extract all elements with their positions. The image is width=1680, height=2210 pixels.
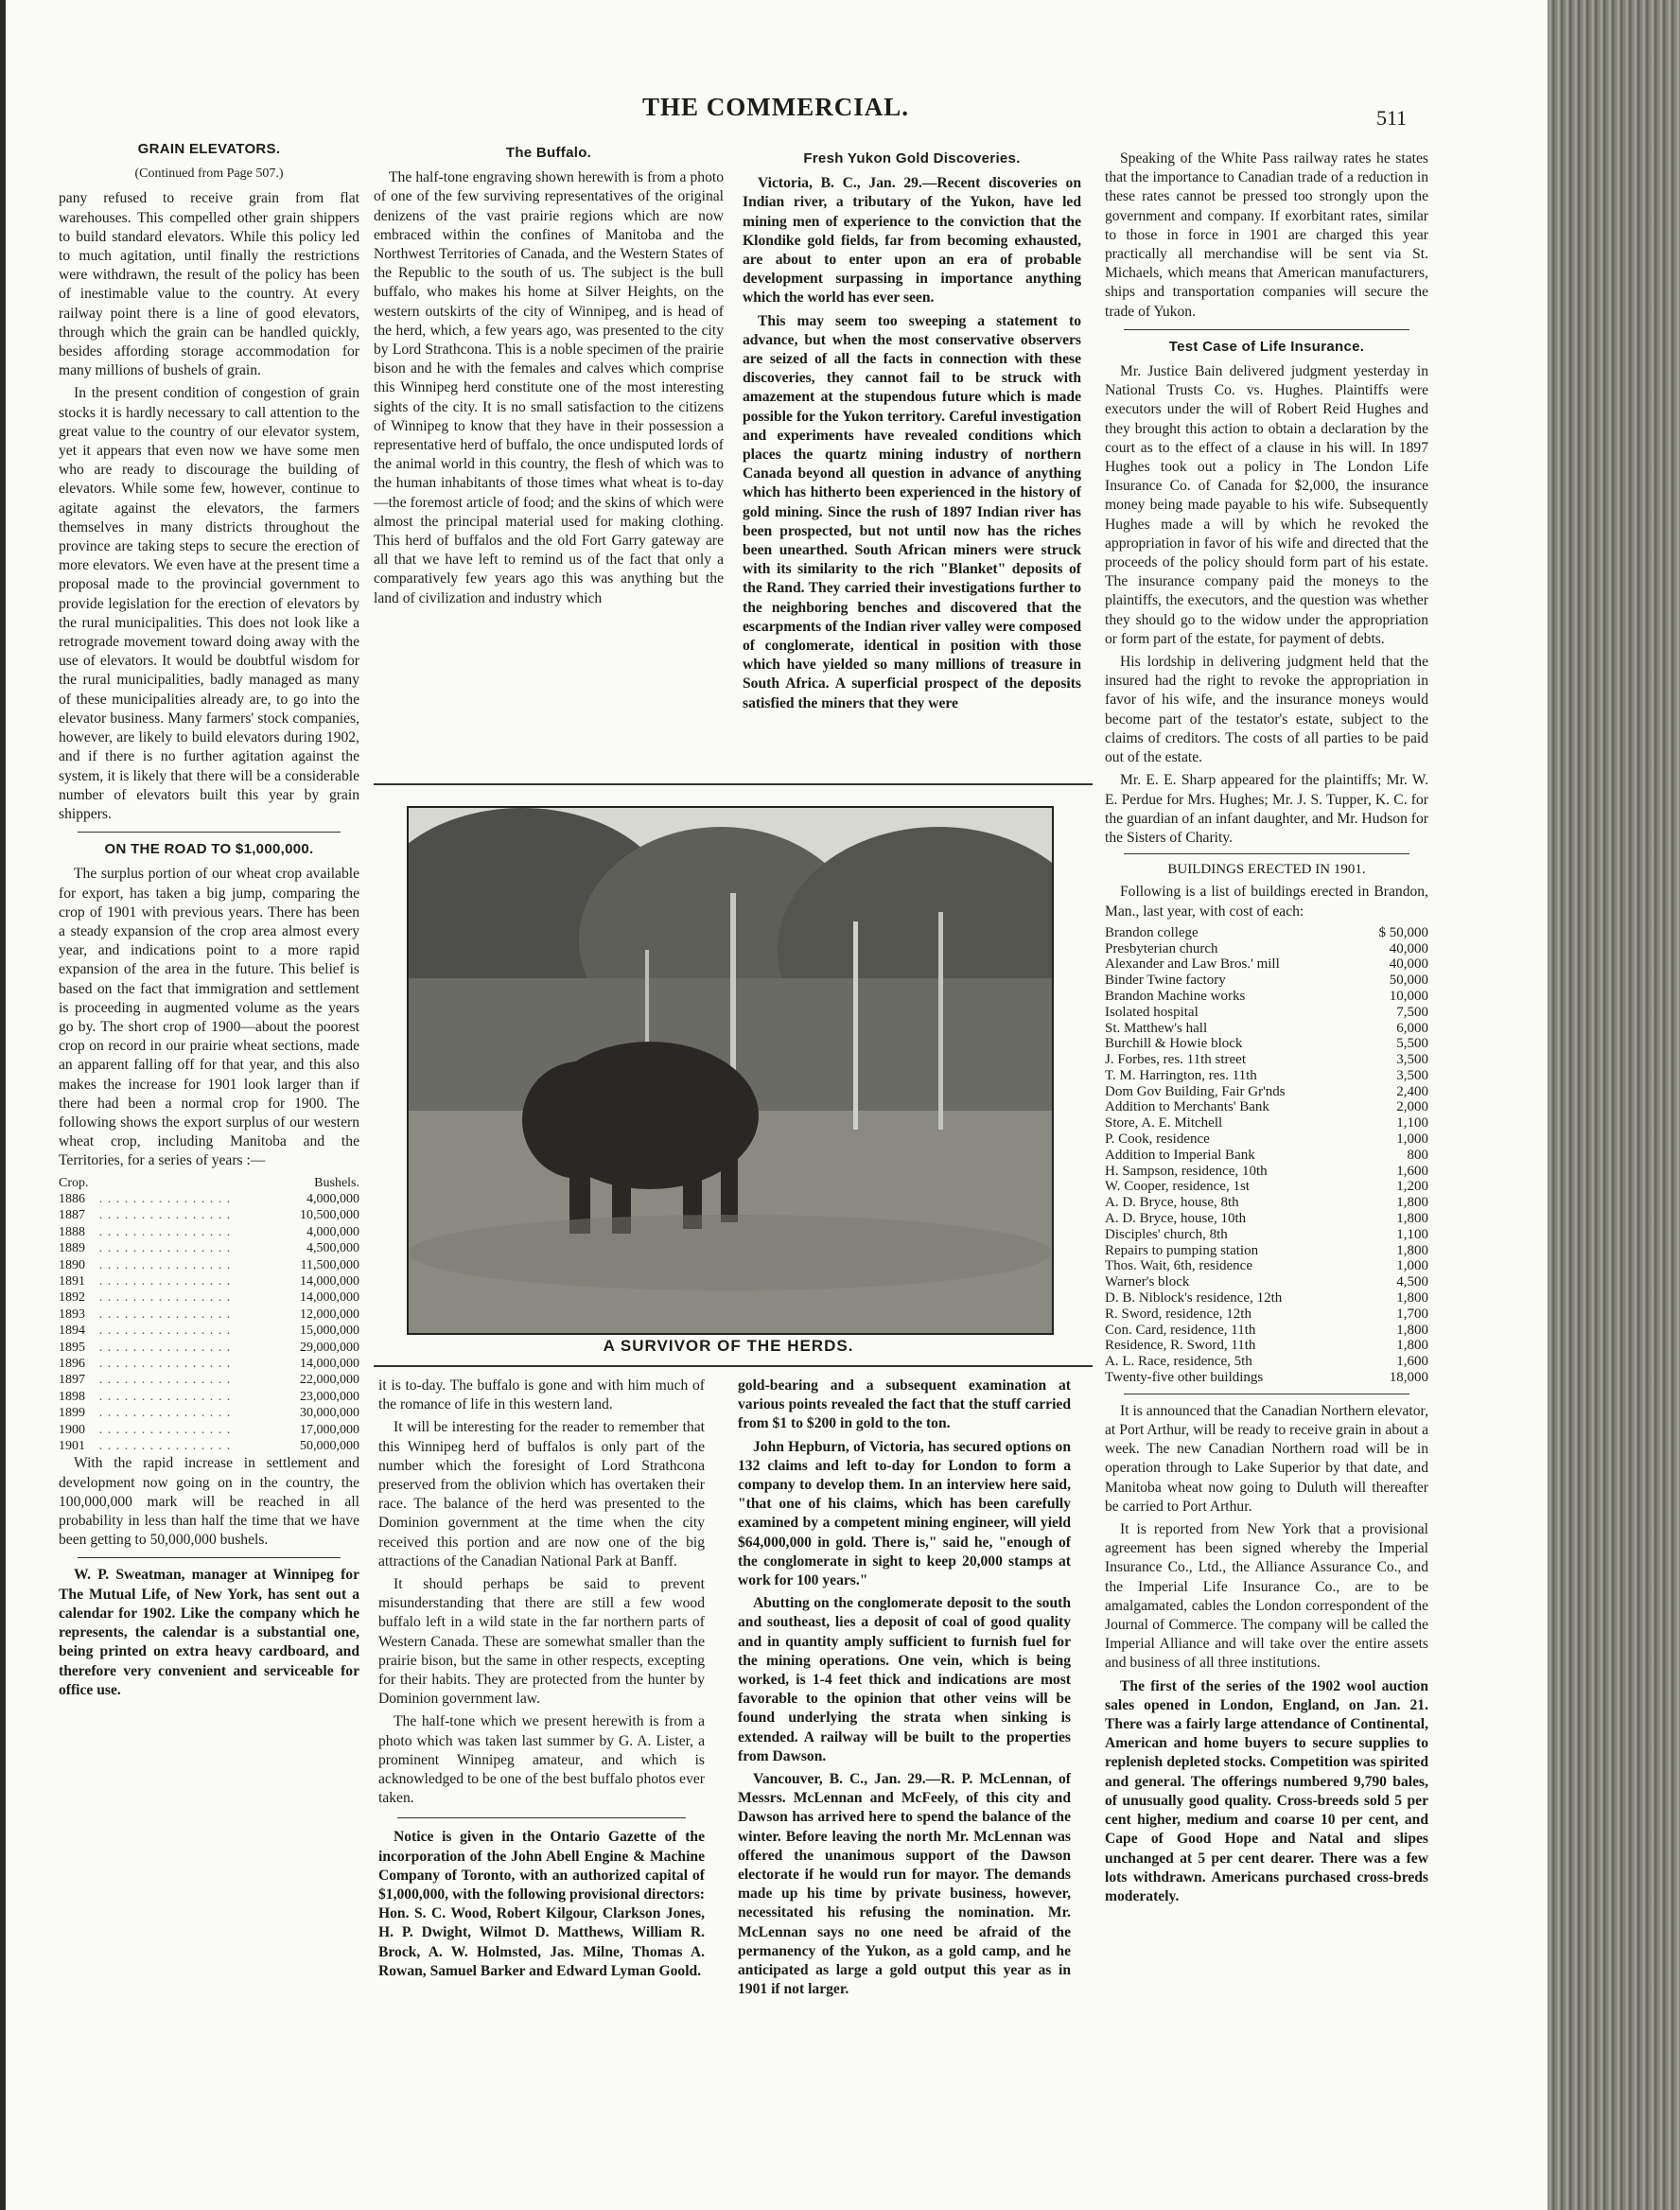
building-cost: 1,600 [1396, 1354, 1428, 1370]
article-paragraph: it is to-day. The buffalo is gone and with him much of the romance of life in this western land. [378, 1377, 705, 1413]
table-row [59, 1389, 359, 1405]
buffalo-photo [407, 806, 1054, 1335]
building-name: Warner's block [1105, 1274, 1190, 1290]
table-row [59, 1207, 359, 1223]
table-row [1105, 941, 1428, 957]
crop-year: 1891 [59, 1274, 85, 1289]
article-paragraph: Abutting on the conglomerate deposit to the south and southeast, lies a deposit of coal of good quality and in quantity amply sufficient to furnish fuel for the mining operations. One vein, which is being worked, is 1-4 feet thick and indications are most favorable to the opinion that other veins will be found underlying the strata when sinking is extended. A railway will be built to the properties from Dawson. [738, 1595, 1071, 1764]
building-cost: 1,800 [1396, 1242, 1428, 1258]
crop-year: 1893 [59, 1307, 85, 1322]
crop-year: 1894 [59, 1324, 85, 1339]
article-paragraph: Notice is given in the Ontario Gazette of the incorporation of the John Abell Engine & Machine Company of Toronto, with an authorized capital of $1,000,000, with the following provisional directors: Hon. S. C. Wood, Robert Kilgour, Clarkson Jones, H. P. Dwight, Wilmot D. Matthews, William R. Brock, A. W. Holmsted, Jas. Milne, Thomas A. Rowan, Samuel Barker and Edward Lyman Goold. [378, 1829, 705, 1979]
crop-year: 1890 [59, 1257, 85, 1272]
table-row [1105, 1307, 1428, 1323]
building-name: D. B. Niblock's residence, 12th [1105, 1290, 1283, 1307]
building-cost: 1,000 [1396, 1258, 1428, 1274]
column-right [1105, 149, 1428, 1910]
crop-year: 1898 [59, 1389, 85, 1404]
building-cost: 3,500 [1396, 1067, 1428, 1083]
table-row [1105, 1258, 1428, 1274]
divider [78, 832, 341, 833]
heading-road-to-million: ON THE ROAD TO $1,000,000. [104, 841, 314, 858]
building-name: Disciples' church, 8th [1105, 1226, 1228, 1242]
table-row [59, 1323, 359, 1339]
column-grain-elevators [59, 140, 359, 1704]
leader-dots: . . . . . . . . . . . . . . . . [98, 1389, 232, 1404]
article-paragraph: It will be interesting for the reader to remember that this Winnipeg herd of buffalos is only part of the number which the foresight of Lord Strathcona preserved from the oblivion which has overtaken their race. The balance of the herd was presented to the Dominion government at the time when the city received this portion and are now one of the big attractions of the Canadian National Park at Banff. [378, 1419, 705, 1570]
table-row [59, 1372, 359, 1388]
crop-year: 1888 [59, 1224, 85, 1239]
table-row [1105, 925, 1428, 941]
crop-year: 1899 [59, 1406, 85, 1421]
building-name: Presbyterian church [1105, 940, 1218, 956]
building-name: A. D. Bryce, house, 8th [1105, 1195, 1239, 1211]
table-row [1105, 1243, 1428, 1259]
building-name: Addition to Imperial Bank [1105, 1147, 1255, 1163]
building-cost: 800 [1407, 1147, 1428, 1163]
table-row [1105, 1354, 1428, 1370]
building-cost: $ 50,000 [1378, 924, 1428, 940]
leader-dots: . . . . . . . . . . . . . . . . [98, 1340, 232, 1355]
article-paragraph: The surplus portion of our wheat crop available for export, has taken a big jump, comparing the crop of 1901 with previous years. There has been a steady expansion of the crop area almost every year, and indications point to a more rapid expansion of the area in the future. This belief is based on the fact that immigration and settlement is proceeding in augmented volume as the years go by. The short crop of 1900—about the poorest crop on record in our prairie wheat sections, made an apparent falling off for that year, and this also makes the increase for 1901 look larger than if there had been a normal crop for 1900. The following shows the export surplus of our western wheat crop, including Manitoba and the Territories, for a series of years :— [59, 866, 359, 1169]
article-paragraph: gold-bearing and a subsequent examination at various points revealed the fact that the stuff carried from $1 to $200 in gold to the ton. [738, 1377, 1071, 1432]
building-cost: 3,500 [1396, 1052, 1428, 1068]
photo-caption: A SURVIVOR OF THE HERDS. [603, 1337, 854, 1355]
horizontal-rule [374, 783, 1093, 785]
table-row [59, 1422, 359, 1438]
building-cost: 1,800 [1396, 1195, 1428, 1211]
building-name: H. Sampson, residence, 10th [1105, 1163, 1268, 1179]
crop-bushels: 4,000,000 [306, 1191, 359, 1206]
crop-bushels: 10,500,000 [300, 1208, 359, 1223]
table-row [59, 1224, 359, 1240]
leader-dots: . . . . . . . . . . . . . . . . [98, 1290, 232, 1306]
leader-dots: . . . . . . . . . . . . . . . . [98, 1241, 232, 1256]
crop-bushels: 15,000,000 [300, 1324, 359, 1339]
leader-dots: . . . . . . . . . . . . . . . . [98, 1257, 232, 1272]
article-paragraph: Following is a list of buildings erected in Brandon, Man., last year, with cost of each: [1105, 884, 1428, 920]
crop-bushels: 29,000,000 [300, 1340, 359, 1355]
table-row [59, 1289, 359, 1306]
table-row [1105, 1370, 1428, 1386]
table-row [1105, 1227, 1428, 1243]
table-row [1105, 973, 1428, 989]
crop-table [59, 1175, 359, 1455]
building-name: Brandon Machine works [1105, 988, 1246, 1004]
article-paragraph: The half-tone engraving shown herewith is from a photo of one of the few surviving representatives of the original denizens of the vast prairie regions which are now embraced within the confines of Manitoba and the Northwest Territories of Canada, and the Western States of the Republic to the south of us. The subject is the bull buffalo, who makes his home at Silver Heights, on the western outskirts of the city of Winnipeg, and is head of the herd, which, a few years ago, was presented to the city by Lord Strathcona. This is a noble specimen of the prairie bison and he with the females and calves which comprise this Winnipeg herd constitute one of the most interesting sights of the city. It is no small satisfaction to the citizens of Winnipeg to know that they have in their possession a representative herd of buffalo, the once undisputed lords of the animal world in this country, the flesh of which was to the human inhabitants of those times what wheat is to-day—the foremost article of food; and the skins of which were almost the principal material used for making clothing. This herd of buffalos and the old Fort Garry gateway are all that we have left to remind us of the fact that only a comparatively few years ago this was anything but the land of civilization and industry which [374, 169, 724, 606]
crop-year: 1897 [59, 1373, 85, 1388]
building-name: Store, A. E. Mitchell [1105, 1115, 1223, 1131]
table-row [59, 1307, 359, 1323]
article-paragraph: Mr. E. E. Sharp appeared for the plaintiffs; Mr. W. E. Perdue for Mrs. Hughes; Mr. J. S. Tupper, K. C. for the guardian of an infant daughter, and Mr. Hudson for the Sisters of Charity. [1105, 772, 1428, 846]
building-name: A. D. Bryce, house, 10th [1105, 1211, 1247, 1227]
crop-year: 1895 [59, 1340, 85, 1355]
building-cost: 1,600 [1396, 1163, 1428, 1179]
building-cost: 1,700 [1396, 1306, 1428, 1322]
building-name: P. Cook, residence [1105, 1131, 1210, 1148]
building-cost: 40,000 [1389, 940, 1428, 956]
building-name: Brandon college [1105, 924, 1199, 940]
crop-bushels: 14,000,000 [300, 1290, 359, 1306]
divider [1124, 329, 1409, 330]
leader-dots: . . . . . . . . . . . . . . . . [98, 1357, 232, 1372]
building-cost: 7,500 [1396, 1004, 1428, 1020]
masthead: THE COMMERCIAL. [641, 93, 909, 121]
heading-buffalo: The Buffalo. [505, 145, 592, 161]
crop-bushels: 4,500,000 [306, 1241, 359, 1256]
heading-grain-elevators: GRAIN ELEVATORS. [137, 141, 281, 157]
building-name: A. L. Race, residence, 5th [1105, 1354, 1252, 1370]
table-row [59, 1356, 359, 1372]
building-cost: 1,000 [1396, 1131, 1428, 1148]
article-paragraph: The first of the series of the 1902 wool auction sales opened in London, England, on Jan. 21. There was a fairly large attendance of Continental, American and home buyers to secure supplies to replenish depleted stocks. Competition was spirited and general. The offerings numbered 9,790 bales, of unusually good quality. Cross-breeds sold 5 per cent higher, medium and coarse 10 per cent, and Cape of Good Hope and Natal and slipes unchanged at 5 per cent dearer. There was a few lots withdrawn. Americans purchased cross-breds moderately. [1105, 1677, 1428, 1904]
building-name: Burchill & Howie block [1105, 1036, 1243, 1052]
building-name: J. Forbes, res. 11th street [1105, 1052, 1247, 1068]
table-row [1105, 1084, 1428, 1100]
article-paragraph: This may seem too sweeping a statement to advance, but when the most conservative observers are seized of all the facts in connection with these discoveries, they cannot fail to be struck with amazement at the stupendous future which is made possible for the Yukon territory. Careful investigation and experiments have revealed conditions which places the quartz mining industry of northern Canada beyond all question in advance of anything which has hitherto been experienced in the history of gold mining. Since the rush of 1897 Indian river has been prospected, but not until now has the riches been unearthed. South African miners were struck with its similarity to the rich "Blanket" deposits of the Rand. They carried their investigations further to the neighboring benches and discovered that the escarpments of the Indian river valley were composed of conglomerate, identical in position with those which have yielded so many millions of treasure in South Africa. A superficial prospect of the deposits satisfied the miners that they were [743, 312, 1081, 711]
building-name: W. Cooper, residence, 1st [1105, 1179, 1250, 1195]
crop-bushels: 50,000,000 [300, 1439, 359, 1454]
crop-year: 1889 [59, 1241, 85, 1256]
building-name: Dom Gov Building, Fair Gr'nds [1105, 1083, 1286, 1099]
crop-year: 1887 [59, 1208, 85, 1223]
table-row [1105, 1179, 1428, 1195]
crop-bushels: 30,000,000 [300, 1406, 359, 1421]
building-cost: 5,500 [1396, 1036, 1428, 1052]
crop-bushels: 17,000,000 [300, 1422, 359, 1437]
building-cost: 1,200 [1396, 1179, 1428, 1195]
horizontal-rule [374, 1365, 1093, 1367]
building-cost: 6,000 [1396, 1020, 1428, 1036]
buffalo-photo-image [409, 808, 1052, 1333]
building-cost: 1,800 [1396, 1211, 1428, 1227]
table-row [1105, 1036, 1428, 1052]
page-number: 511 [1376, 106, 1408, 130]
continued-note: (Continued from Page 507.) [134, 167, 284, 182]
crop-year: 1901 [59, 1439, 85, 1454]
article-paragraph: The half-tone which we present herewith is from a photo which was taken last summer by G. A. Lister, a prominent Winnipeg amateur, and which is acknowledged to be one of the best buffalo photos ever taken. [378, 1713, 705, 1807]
table-row [1105, 1148, 1428, 1164]
table-row [1105, 1068, 1428, 1084]
building-cost: 1,100 [1396, 1115, 1428, 1131]
divider [397, 1817, 686, 1818]
table-row [1105, 1211, 1428, 1227]
building-name: Con. Card, residence, 11th [1105, 1322, 1256, 1338]
table-row [59, 1405, 359, 1421]
article-paragraph: Mr. Justice Bain delivered judgment yesterday in National Trusts Co. vs. Hughes. Plaintiffs were executors under the will of Robert Reid Hughes and they brought this action to obtain a declaration by the court as to the effect of a clause in his will. In 1897 Hughes took out a policy in The London Life Insurance Co. of Canada for $2,000, the insurance money being made payable to his wife. Subsequently Hughes made a will by which he revoked the appropriation in favor of his wife and directed that the proceeds of the policy should form part of his estate. The insurance company paid the moneys to the plaintiffs, the executors, and the question was whether they should go to the widow under the appropriation or form part of the estate, for payment of debts. [1105, 363, 1428, 647]
table-row [59, 1191, 359, 1207]
article-paragraph: In the present condition of congestion of grain stocks it is hardly necessary to call attention to the great value to the country of our elevator system, yet it appears that even now we have some men who are ready to discourage the building of elevators. While some few, however, continue to agitate against the elevators, the farmers themselves in many districts throughout the province are taking steps to secure the erection of more elevators. We even have at the present time a proposal made to the provincial government to provide legislation for the erection of elevators by the rural municipalities. This does not look like a retrograde movement toward doing away with the use of elevators. It would be doubtful wisdom for the rural municipalities, badly managed as many of these municipalities already are, to go into the elevator business. Many farmers' stock companies, however, are likely to build elevators during 1902, and if there is no further agitation against the system, it is likely that there will be a considerable number of elevators built this year by grain shippers. [59, 385, 359, 822]
article-paragraph: pany refused to receive grain from flat warehouses. This compelled other grain shippers to build standard elevators. While this policy led to much agitation, until finally the restrictions were withdrawn, the result of the policy has been of inestimable value to the country. At every railway point there is a line of good elevators, through which the grain can be handled quickly, besides affording storage accommodation for many millions of bushels of grain. [59, 190, 359, 379]
heading-life-insurance: Test Case of Life Insurance. [1168, 338, 1365, 355]
table-row [1105, 1099, 1428, 1115]
article-paragraph: Victoria, B. C., Jan. 29.—Recent discoveries on Indian river, a tributary of the Yukon, have led mining men of experience to the conviction that the Klondike gold fields, far from becoming exhausted, are about to enter upon an era of probable development surpassing in importance anything which the world has ever seen. [743, 175, 1081, 307]
article-paragraph: Vancouver, B. C., Jan. 29.—R. P. McLennan, of Messrs. McLennan and McFeely, of this city and Dawson has arrived here to spend the balance of the winter. Before leaving the north Mr. McLennan was offered the unanimous support of the Dawson electorate if he would run for mayor. The demands made up his time by private business, however, necessitated his refusing the nomination. Mr. McLennan says no one need be afraid of the permanency of the Yukon, as a gold camp, and he anticipated as large a gold output this year as in 1901 if not larger. [738, 1771, 1071, 1998]
article-paragraph: His lordship in delivering judgment held that the insured had the right to revoke the appropriation in favor of his wife, and the insurance moneys would become part of the testator's estate, subject to the claims of creditors. The costs of all parties to be paid out of the estate. [1105, 654, 1428, 766]
leader-dots: . . . . . . . . . . . . . . . . [98, 1274, 232, 1289]
divider [1124, 853, 1409, 854]
leader-dots: . . . . . . . . . . . . . . . . [98, 1307, 232, 1322]
building-cost: 40,000 [1389, 956, 1428, 973]
table-row [1105, 1021, 1428, 1037]
table-row [1105, 1115, 1428, 1131]
table-row [1105, 956, 1428, 973]
column-buffalo-cont [378, 1377, 705, 1985]
building-name: Binder Twine factory [1105, 973, 1226, 989]
article-paragraph: It is reported from New York that a provisional agreement has been signed whereby the Imperial Insurance Co., Ltd., the Alliance Assurance Co., and the Imperial Life Insurance Co., are to be amalgamated, cables the London correspondent of the Journal of Commerce. The company will be called the Imperial Alliance and will take over the entire assets and business of all three institutions. [1105, 1521, 1428, 1672]
crop-year: 1896 [59, 1357, 85, 1372]
building-cost: 1,800 [1396, 1290, 1428, 1307]
building-cost: 4,500 [1396, 1274, 1428, 1290]
leader-dots: . . . . . . . . . . . . . . . . [98, 1191, 232, 1206]
building-name: Isolated hospital [1105, 1004, 1199, 1020]
building-name: St. Matthew's hall [1105, 1020, 1208, 1036]
building-cost: 50,000 [1389, 973, 1428, 989]
crop-bushels: 12,000,000 [300, 1307, 359, 1322]
leader-dots: . . . . . . . . . . . . . . . . [98, 1373, 232, 1388]
table-header [59, 1175, 359, 1191]
crop-bushels: 11,500,000 [300, 1257, 359, 1272]
table-row [59, 1257, 359, 1273]
crop-bushels: 4,000,000 [306, 1224, 359, 1239]
table-row [1105, 1005, 1428, 1021]
building-name: Addition to Merchants' Bank [1105, 1099, 1269, 1115]
table-row [1105, 1195, 1428, 1211]
column-yukon-cont [738, 1377, 1071, 2004]
table-row [1105, 1290, 1428, 1307]
heading-buildings: BUILDINGS ERECTED IN 1901. [1167, 862, 1366, 878]
article-paragraph: It is announced that the Canadian Northern elevator, at Port Arthur, will be ready to receive grain in about a week. The new Canadian Northern road will be in operation through to Lake Superior by that date, and Manitoba wheat now going to Duluth will thereafter be carried to Port Arthur. [1105, 1402, 1428, 1515]
article-paragraph: With the rapid increase in settlement and development now going on in the country, the 100,000,000 mark will be reached in all probability in less than half the time that we have been getting to 50,000,000 bushels. [59, 1455, 359, 1549]
building-cost: 18,000 [1389, 1370, 1428, 1386]
table-row [1105, 1164, 1428, 1180]
building-cost: 10,000 [1389, 988, 1428, 1004]
table-row [1105, 1274, 1428, 1290]
heading-yukon-gold: Fresh Yukon Gold Discoveries. [803, 150, 1021, 167]
crop-year: 1886 [59, 1191, 85, 1206]
table-row [59, 1240, 359, 1256]
crop-year: 1892 [59, 1290, 85, 1306]
building-cost: 2,400 [1396, 1083, 1428, 1099]
table-row [1105, 1338, 1428, 1354]
table-header-cell: Crop. [59, 1175, 89, 1190]
leader-dots: . . . . . . . . . . . . . . . . [98, 1208, 232, 1223]
table-row [59, 1340, 359, 1356]
table-row [1105, 1052, 1428, 1068]
crop-bushels: 22,000,000 [300, 1373, 359, 1388]
article-paragraph: W. P. Sweatman, manager at Winnipeg for The Mutual Life, of New York, has sent out a calendar for 1902. Like the company which he represents, the calendar is a substantial one, being printed on extra heavy cardboard, and therefore very convenient and serviceable for office use. [59, 1567, 359, 1698]
table-row [1105, 989, 1428, 1005]
table-row [1105, 1131, 1428, 1148]
table-row [59, 1273, 359, 1289]
building-name: Repairs to pumping station [1105, 1242, 1259, 1258]
building-name: Twenty-five other buildings [1105, 1370, 1264, 1386]
crop-bushels: 14,000,000 [300, 1274, 359, 1289]
page-edge [0, 0, 6, 2210]
building-name: Residence, R. Sword, 11th [1105, 1338, 1256, 1354]
leader-dots: . . . . . . . . . . . . . . . . [98, 1422, 232, 1437]
building-cost: 1,100 [1396, 1226, 1428, 1242]
building-name: T. M. Harrington, res. 11th [1105, 1067, 1257, 1083]
leader-dots: . . . . . . . . . . . . . . . . [98, 1406, 232, 1421]
article-paragraph: John Hepburn, of Victoria, has secured options on 132 claims and left to-day for London to form a company to develop them. In an interview here said, "that one of his claims, which has been carefully examined by a competent mining engineer, will yield $64,000,000 in gold. There is," said he, "enough of the conglomerate in sight to keep 20,000 stamps at work for 100 years." [738, 1438, 1071, 1589]
building-name: Alexander and Law Bros.' mill [1105, 956, 1280, 973]
crop-year: 1900 [59, 1422, 85, 1437]
leader-dots: . . . . . . . . . . . . . . . . [98, 1439, 232, 1454]
crop-bushels: 23,000,000 [300, 1389, 359, 1404]
table-header-cell: Bushels. [314, 1175, 359, 1190]
building-cost: 1,800 [1396, 1322, 1428, 1338]
building-cost: 1,800 [1396, 1338, 1428, 1354]
book-spine [1548, 0, 1680, 2210]
column-yukon-gold [743, 149, 1081, 717]
crop-bushels: 14,000,000 [300, 1357, 359, 1372]
table-row [59, 1438, 359, 1454]
article-paragraph: It should perhaps be said to prevent misunderstanding that there are still a few wood buffalo left in a wild state in the far northern parts of Western Canada. These are somewhat smaller than the prairie bison, but the same in other respects, excepting for their habits. They are protected from the hunter by Dominion government law. [378, 1576, 705, 1708]
divider [78, 1557, 341, 1558]
column-buffalo [374, 144, 724, 612]
building-name: Thos. Wait, 6th, residence [1105, 1258, 1252, 1274]
buildings-table [1105, 925, 1428, 1386]
leader-dots: . . . . . . . . . . . . . . . . [98, 1224, 232, 1239]
building-cost: 2,000 [1396, 1099, 1428, 1115]
leader-dots: . . . . . . . . . . . . . . . . [98, 1324, 232, 1339]
table-row [1105, 1323, 1428, 1339]
building-name: R. Sword, residence, 12th [1105, 1306, 1251, 1322]
article-paragraph: Speaking of the White Pass railway rates he states that the importance to Canadian trade of a reduction in these rates cannot be pressed too strongly upon the government and company. If exorbitant rates, similar to those in force in 1901 are charged this year practically all merchandise will be sent via St. Michaels, which means that American manufacturers, ships and transportation companies will secure the trade of Yukon. [1105, 150, 1428, 320]
